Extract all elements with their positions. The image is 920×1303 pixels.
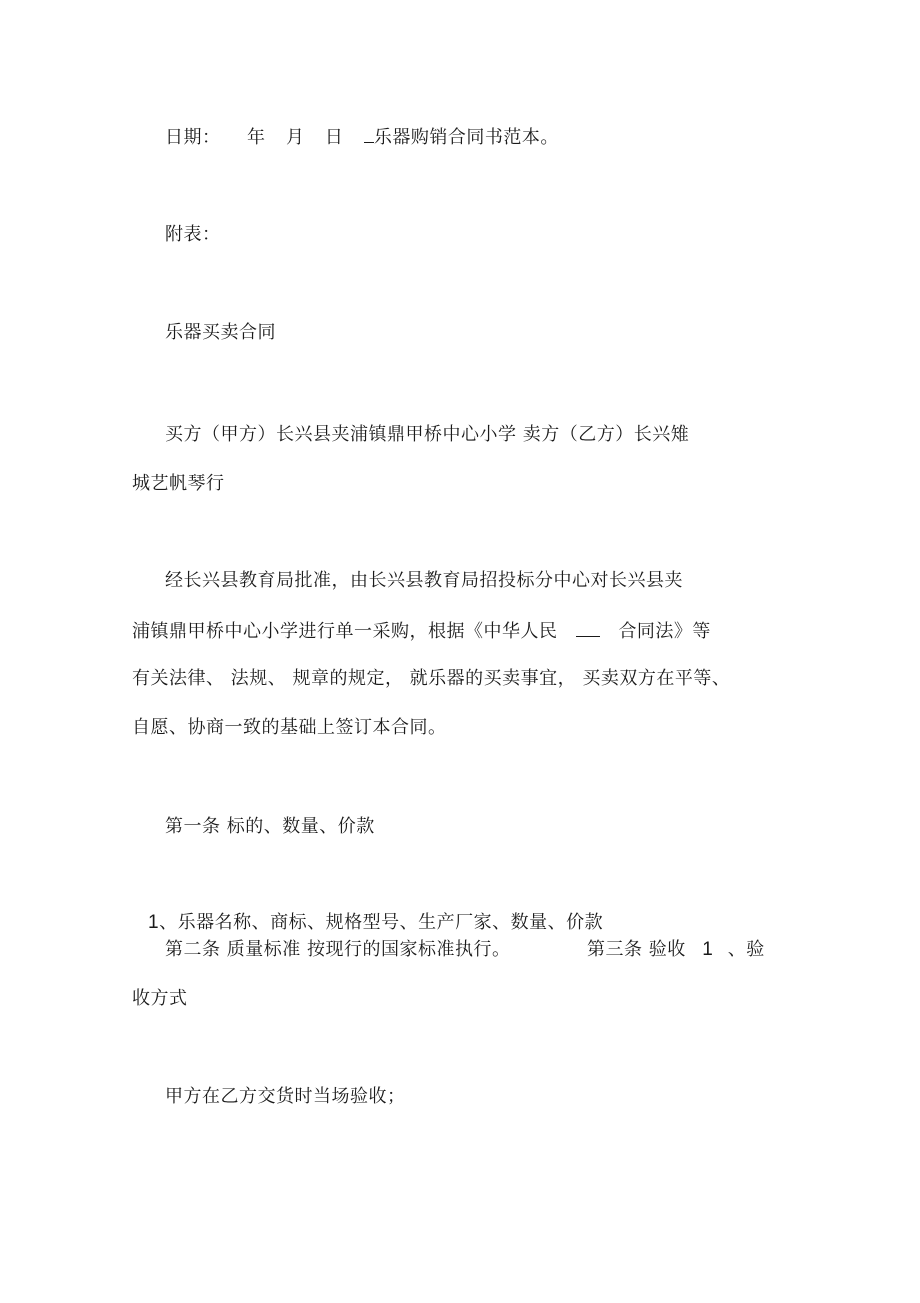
article-3-start: 第三条 验收 (587, 939, 686, 960)
blank-underline (364, 124, 374, 143)
article-2: 第二条 质量标准 按现行的国家标准执行。 (165, 939, 511, 960)
preamble-line-1: 经长兴县教育局批准，由长兴县教育局招投标分中心对长兴县夹 (165, 570, 683, 591)
preamble-line-2-end: 合同法》等 (618, 621, 711, 642)
article-1-item-1 (148, 911, 603, 935)
parties-line-1: 买方（甲方）长兴县夹浦镇鼎甲桥中心小学 卖方（乙方）长兴雉 (165, 424, 690, 445)
date-month: 月 (285, 127, 305, 148)
preamble-line-4: 自愿、协商一致的基础上签订本合同。 (132, 717, 447, 738)
article-1-heading: 第一条 标的、数量、价款 (165, 816, 375, 837)
appendix-label: 附表： (165, 224, 221, 245)
article-3 (587, 938, 765, 962)
parties-line-2: 城艺帆琴行 (132, 473, 225, 494)
article-3-end: 、验 (727, 939, 765, 960)
contract-title: 乐器买卖合同 (165, 322, 276, 343)
document-title: 乐器购销合同书范本。 (373, 127, 559, 148)
acceptance-text: 甲方在乙方交货时当场验收； (165, 1086, 406, 1107)
preamble-line-3: 有关法律、 法规、 规章的规定， 就乐器的买卖事宜， 买卖双方在平等、 (132, 668, 731, 689)
date-line (165, 124, 559, 150)
article-3-line-2: 收方式 (132, 988, 188, 1009)
date-label: 日期： (165, 127, 221, 148)
preamble-line-2-start: 浦镇鼎甲桥中心小学进行单一采购，根据《中华人民 (132, 621, 558, 642)
date-year: 年 (246, 127, 266, 148)
article-3-number: 1 (702, 939, 714, 960)
item-text: 、乐器名称、商标、规格型号、生产厂家、数量、价款 (159, 912, 604, 933)
item-number: 1 (148, 912, 160, 933)
preamble-line-2 (132, 618, 711, 644)
blank-underline (576, 618, 600, 637)
date-day: 日 (324, 127, 344, 148)
